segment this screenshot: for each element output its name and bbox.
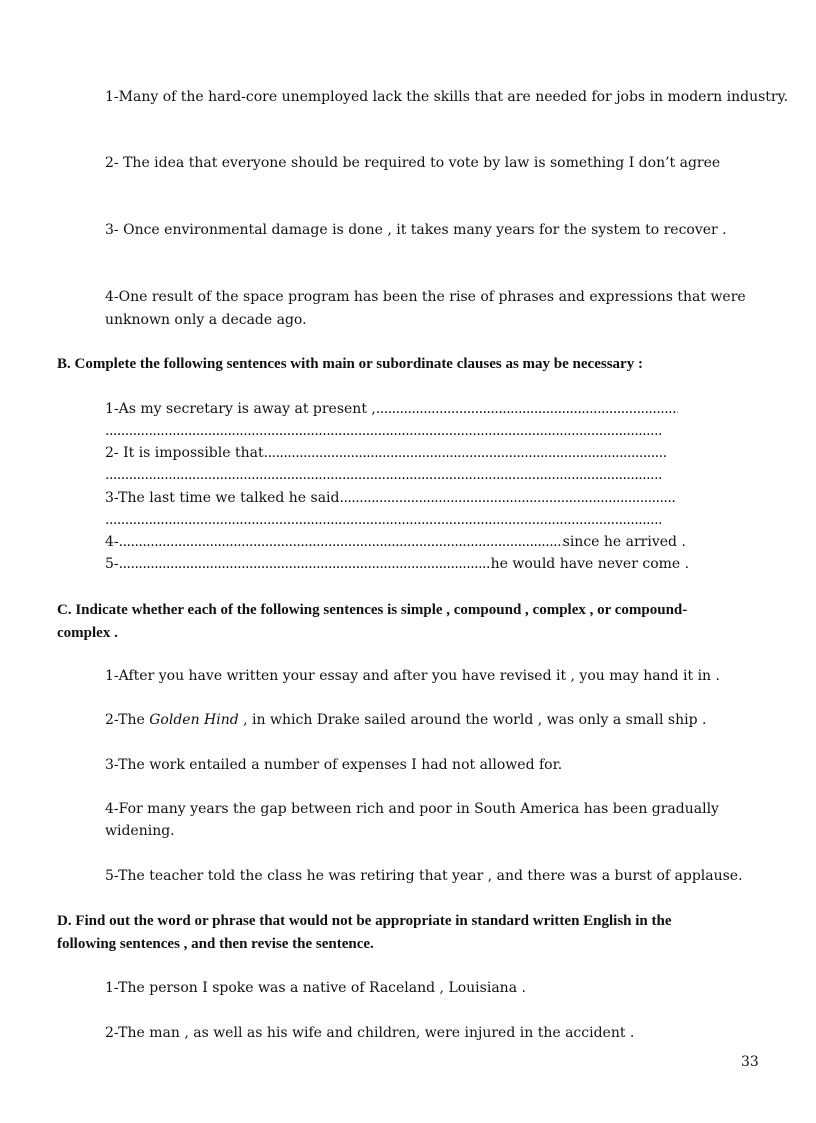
fill-b1[interactable] (105, 400, 678, 418)
blank-dots (376, 400, 678, 418)
sentence-d2: 2-The man , as well as his wife and children, were injured in the accident . (105, 1025, 635, 1041)
sentence-c2 (105, 711, 706, 729)
sentence-a3: 3- Once environmental damage is done , it takes many years for the system to recover . (105, 222, 727, 238)
fill-b3[interactable] (105, 489, 676, 507)
blank-dots (105, 466, 661, 484)
sentence-c5: 5-The teacher told the class he was retiring that year , and there was a burst of applause. (105, 868, 743, 884)
fill-b3-prefix: 3-The last time we talked he said (105, 490, 340, 506)
fill-b4-suffix: since he arrived . (562, 534, 686, 550)
blank-dots (119, 555, 491, 573)
fill-b4[interactable] (105, 533, 686, 551)
ship-name: Golden Hind (149, 712, 239, 728)
blank-dots (105, 511, 661, 529)
fill-b2[interactable] (105, 444, 666, 462)
fill-b2-prefix: 2- It is impossible that (105, 445, 264, 461)
blank-dots (119, 533, 563, 551)
sentence-c4-line2: widening. (105, 823, 175, 839)
fill-b5-suffix: he would have never come . (490, 556, 690, 572)
section-b-heading: B. Complete the following sentences with main or subordinate clauses as may be necessary : (57, 356, 643, 372)
sentence-a2: 2- The idea that everyone should be required to vote by law is something I don’t agree (105, 155, 721, 171)
sentence-c2-before: 2-The (105, 712, 150, 728)
blank-line[interactable] (105, 466, 661, 484)
section-d-heading-line1: D. Find out the word or phrase that would not be appropriate in standard written English in the (57, 913, 672, 929)
fill-b1-prefix: 1-As my secretary is away at present , (105, 401, 376, 417)
blank-dots (264, 444, 666, 462)
sentence-c1: 1-After you have written your essay and after you have revised it , you may hand it in . (105, 668, 720, 684)
blank-line[interactable] (105, 511, 661, 529)
blank-dots (340, 489, 676, 507)
fill-b4-prefix: 4- (105, 534, 119, 550)
section-c-heading-line2: complex . (57, 625, 118, 641)
blank-dots (105, 422, 661, 440)
sentence-a1: 1-Many of the hard-core unemployed lack the skills that are needed for jobs in modern industry. (105, 89, 789, 105)
sentence-a4-line2: unknown only a decade ago. (105, 312, 307, 328)
section-c-heading-line1: C. Indicate whether each of the following sentences is simple , compound , complex , or compound- (57, 602, 688, 618)
sentence-a4-line1: 4-One result of the space program has been the rise of phrases and expressions that were (105, 289, 746, 305)
fill-b5[interactable] (105, 555, 689, 573)
section-d-heading-line2: following sentences , and then revise the sentence. (57, 936, 374, 952)
sentence-c3: 3-The work entailed a number of expenses I had not allowed for. (105, 757, 563, 773)
sentence-d1: 1-The person I spoke was a native of Raceland , Louisiana . (105, 980, 526, 996)
sentence-c4-line1: 4-For many years the gap between rich and poor in South America has been gradually (105, 801, 719, 817)
blank-line[interactable] (105, 422, 661, 440)
sentence-c2-after: , in which Drake sailed around the world , was only a small ship . (238, 712, 707, 728)
page-number: 33 (741, 1054, 759, 1070)
fill-b5-prefix: 5- (105, 556, 119, 572)
